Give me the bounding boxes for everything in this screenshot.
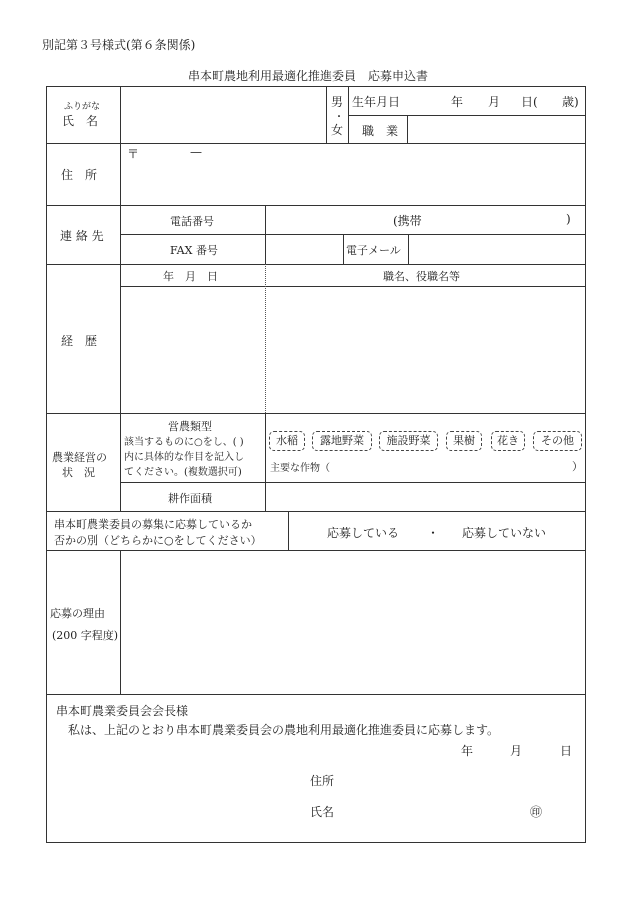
name-label: 氏 名	[62, 114, 99, 128]
option-flowers[interactable]: 花き	[491, 431, 525, 451]
declaration-month-label: 月	[510, 744, 523, 758]
address-field[interactable]	[122, 160, 584, 203]
applying-option[interactable]: 応募している	[327, 526, 400, 540]
declaration-name-field[interactable]	[340, 799, 520, 819]
fax-field[interactable]	[267, 236, 342, 262]
furigana-label: ふりがな	[64, 102, 101, 112]
divider	[46, 694, 586, 695]
birth-month-label: 月	[488, 95, 501, 109]
divider	[46, 511, 586, 512]
divider	[120, 550, 121, 694]
divider	[120, 86, 121, 511]
form-title: 串本町農地利用最適化推進委員 応募申込書	[188, 69, 429, 83]
career-date-header: 年 月 日	[163, 270, 218, 283]
phone-field[interactable]	[267, 207, 387, 233]
divider	[326, 86, 327, 143]
option-open-field-vegetables[interactable]: 露地野菜	[312, 431, 372, 451]
divider	[120, 482, 586, 483]
mobile-close: )	[566, 212, 571, 226]
age-label: 歳)	[562, 95, 579, 109]
divider	[348, 86, 349, 143]
committee-question-2: 否かの別（どちらかに○をしてください）	[54, 534, 262, 547]
birth-year-label: 年	[451, 95, 464, 109]
phone-label: 電話番号	[170, 215, 214, 228]
declaration-address-label: 住所	[310, 774, 335, 788]
farming-label-2: 状 況	[62, 466, 95, 479]
reason-field[interactable]	[122, 552, 584, 692]
address-label: 住 所	[61, 168, 98, 182]
cultivated-area-label: 耕作面積	[168, 492, 212, 505]
divider	[408, 234, 409, 264]
divider	[343, 234, 344, 264]
reason-label: 応募の理由	[50, 607, 105, 620]
fax-label: FAX 番号	[170, 244, 218, 257]
reason-length-note: (200 字程度)	[52, 629, 119, 642]
divider	[120, 286, 586, 287]
farming-label: 農業経営の	[52, 451, 107, 464]
declaration-statement: 私は、上記のとおり串本町農業委員会の農地利用最適化推進委員に応募します。	[68, 723, 500, 737]
divider	[407, 115, 408, 143]
farming-type-note-3: てください。(複数選択可)	[124, 467, 242, 478]
declaration-year-label: 年	[461, 744, 474, 758]
option-greenhouse-vegetables[interactable]: 施設野菜	[379, 431, 438, 451]
main-crops-close: ）	[572, 460, 583, 473]
seal-mark: ㊞	[530, 805, 543, 819]
divider	[265, 205, 266, 264]
gender-separator: ・	[334, 112, 344, 123]
form-number: 別記第３号様式(第６条関係)	[42, 38, 196, 52]
career-field[interactable]	[122, 288, 584, 411]
occupation-label: 職 業	[362, 124, 399, 138]
divider	[46, 205, 586, 206]
male-option[interactable]: 男	[331, 95, 344, 109]
option-other[interactable]: その他	[533, 431, 582, 451]
declaration-day-label: 日	[560, 744, 573, 758]
divider	[46, 413, 586, 414]
committee-separator: ・	[427, 526, 440, 540]
farming-type-note-2: 内に具体的な作目を記入し	[124, 452, 244, 463]
email-field[interactable]	[410, 236, 584, 262]
option-rice[interactable]: 水稲	[269, 431, 305, 451]
divider	[265, 413, 266, 511]
birthdate-label: 生年月日	[352, 95, 401, 109]
female-option[interactable]: 女	[331, 123, 344, 137]
divider	[288, 511, 289, 550]
occupation-field[interactable]	[409, 117, 584, 141]
contact-label: 連 絡 先	[60, 229, 104, 243]
not-applying-option[interactable]: 応募していない	[462, 526, 547, 540]
divider	[46, 143, 586, 144]
career-position-header: 職名、役職名等	[383, 270, 460, 283]
committee-question: 串本町農業委員の募集に応募しているか	[54, 518, 252, 531]
main-crops-field[interactable]	[340, 456, 570, 474]
postal-mark: 〒	[127, 147, 140, 161]
declaration-address-field[interactable]	[340, 768, 570, 788]
farming-type-note: 該当するものに○をし、( )	[124, 437, 244, 448]
farming-type-title: 営農類型	[168, 420, 212, 433]
declaration-name-label: 氏名	[310, 805, 335, 819]
addressee: 串本町農業委員会会長様	[56, 704, 189, 718]
postal-dash: —	[190, 145, 202, 159]
career-label: 経 歴	[61, 334, 98, 348]
email-label: 電子メール	[346, 244, 401, 257]
mobile-open: (携帯	[393, 214, 422, 228]
divider	[46, 264, 586, 265]
birth-day-label: 日(	[521, 95, 538, 109]
cultivated-area-field[interactable]	[267, 484, 584, 510]
divider	[348, 115, 586, 116]
divider	[120, 234, 586, 235]
main-crops-label: 主要な作物（	[270, 463, 330, 474]
name-field[interactable]	[122, 88, 324, 141]
divider	[46, 550, 586, 551]
option-fruit-trees[interactable]: 果樹	[446, 431, 482, 451]
